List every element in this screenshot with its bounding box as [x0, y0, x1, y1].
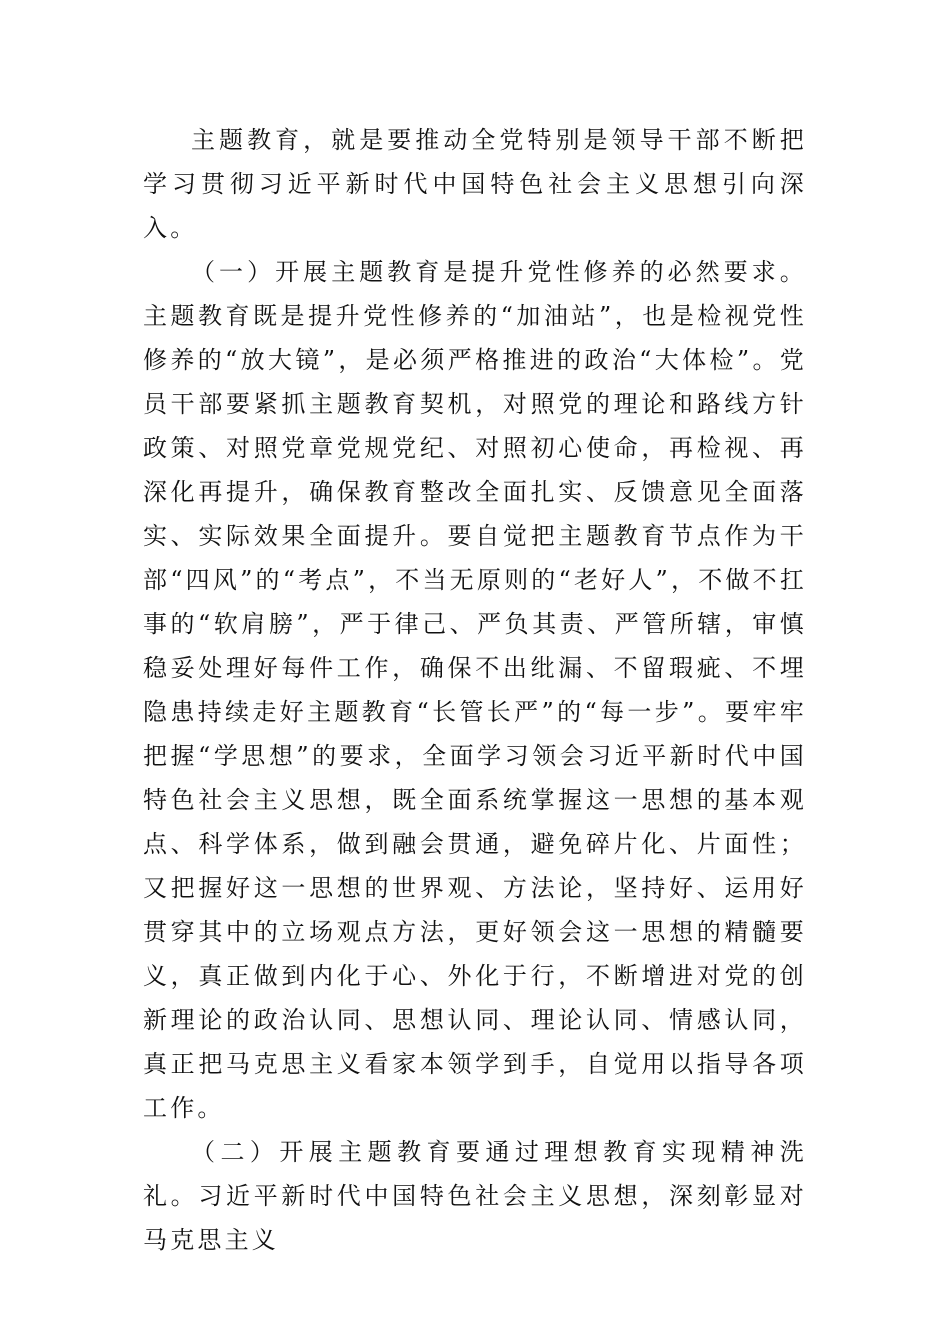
paragraph-section-one: （一）开展主题教育是提升党性修养的必然要求。主题教育既是提升党性修养的“加油站”，也是检视党性修养的“放大镜”，是必须严格推进的政治“大体检”。党员干部要紧抓主题教育契机，对照党的理论和路线方针政策、对照党章党规党纪、对照初心使命，再检视、再深化再提升，确保教育整改全面扎实、反馈意见全面落实、实际效果全面提升。要自觉把主题教育节点作为干部“四风”的“考点”，不当无原则的“老好人”，不做不扛事的“软肩膀”，严于律己、严负其责、严管所辖，审慎稳妥处理好每件工作，确保不出纰漏、不留瑕疵、不埋隐患持续走好主题教育“长管长严”的“每一步”。要牢牢把握“学思想”的要求，全面学习领会习近平新时代中国特色社会主义思想，既全面系统掌握这一思想的基本观点、科学体系，做到融会贯通，避免碎片化、片面性；又把握好这一思想的世界观、方法论，坚持好、运用好贯穿其中的立场观点方法，更好领会这一思想的精髓要义，真正做到内化于心、外化于行，不断增进对党的创新理论的政治认同、思想认同、理论认同、情感认同，真正把马克思主义看家本领学到手，自觉用以指导各项工作。: [143, 258, 808, 1122]
paragraph-section-two: （二）开展主题教育要通过理想教育实现精神洗礼。习近平新时代中国特色社会主义思想，深刻彰显对马克思主义: [143, 1138, 807, 1254]
paragraph-intro: 主题教育，就是要推动全党特别是领导干部不断把学习贯彻习近平新时代中国特色社会主义思想引向深入。: [143, 126, 807, 242]
document-body: [143, 118, 807, 1262]
